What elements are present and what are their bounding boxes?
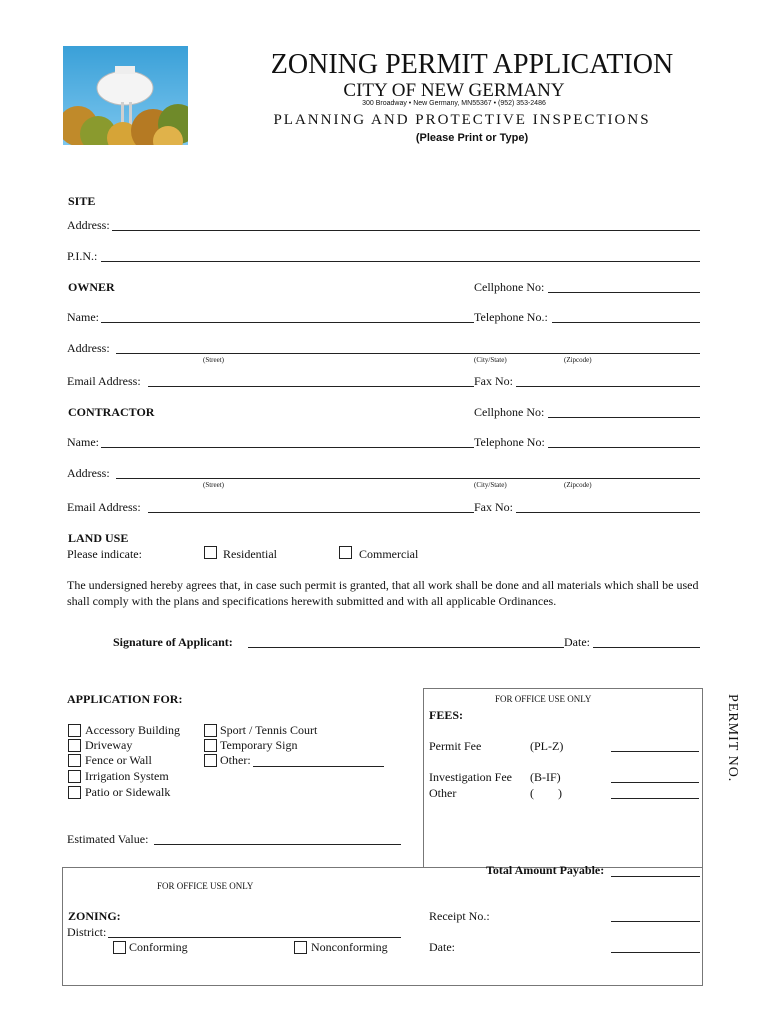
permit-number-label: PERMIT NO. [725, 694, 740, 783]
owner-street-hint: (Street) [203, 356, 224, 364]
conforming-label: Conforming [129, 940, 188, 954]
permit-fee-label: Permit Fee [429, 739, 482, 753]
residential-checkbox[interactable] [204, 546, 217, 559]
commercial-label: Commercial [359, 547, 419, 561]
signature-field[interactable] [248, 647, 564, 648]
owner-telephone-label: Telephone No.: [474, 310, 548, 324]
contractor-email-label: Email Address: [67, 500, 141, 514]
owner-cellphone-label: Cellphone No: [474, 280, 545, 294]
patio-sidewalk-label: Patio or Sidewalk [85, 785, 171, 799]
other-checkbox[interactable] [204, 754, 217, 767]
total-amount-label: Total Amount Payable: [486, 863, 605, 877]
owner-fax-label: Fax No: [474, 374, 513, 388]
investigation-fee-code: (B-IF) [530, 770, 561, 784]
owner-citystate-hint: (City/State) [474, 356, 507, 364]
contractor-email-field[interactable] [148, 512, 474, 513]
city-address: 300 Broadway • New Germany, MN55367 • (952) 353-2486 [362, 100, 546, 107]
print-instruction: (Please Print or Type) [415, 132, 529, 144]
other-label: Other: [220, 753, 251, 767]
form-title: ZONING PERMIT APPLICATION [270, 49, 674, 80]
land-use-heading: LAND USE [68, 531, 129, 545]
owner-email-field[interactable] [148, 386, 474, 387]
contractor-citystate-hint: (City/State) [474, 481, 507, 489]
receipt-label: Receipt No.: [429, 909, 490, 923]
water-tower-photo [63, 46, 188, 145]
site-address-field[interactable] [112, 230, 700, 231]
application-heading: APPLICATION FOR: [67, 692, 183, 706]
owner-name-label: Name: [67, 310, 99, 324]
permit-fee-code: (PL-Z) [530, 739, 564, 753]
contractor-telephone-field[interactable] [548, 447, 700, 448]
irrigation-system-label: Irrigation System [85, 769, 169, 783]
city-name: CITY OF NEW GERMANY [343, 80, 565, 101]
nonconforming-checkbox[interactable] [294, 941, 307, 954]
driveway-label: Driveway [85, 738, 133, 752]
nonconforming-label: Nonconforming [311, 940, 388, 954]
contractor-address-field[interactable] [116, 478, 700, 479]
contractor-telephone-label: Telephone No: [474, 435, 545, 449]
estimated-value-field[interactable] [154, 844, 401, 845]
owner-heading: OWNER [68, 280, 115, 294]
zoning-heading: ZONING: [68, 909, 121, 923]
sport-tennis-label: Sport / Tennis Court [220, 723, 318, 737]
accessory-building-label: Accessory Building [85, 723, 180, 737]
fees-office-use-label: FOR OFFICE USE ONLY [495, 694, 592, 704]
other-field[interactable] [253, 766, 384, 767]
site-address-label: Address: [67, 218, 110, 232]
owner-name-field[interactable] [101, 322, 474, 323]
other-fee-label: Other [429, 786, 457, 800]
owner-address-field[interactable] [116, 353, 700, 354]
signature-date-field[interactable] [593, 647, 700, 648]
patio-sidewalk-checkbox[interactable] [68, 786, 81, 799]
receipt-date-label: Date: [429, 940, 455, 954]
owner-cellphone-field[interactable] [548, 292, 700, 293]
contractor-heading: CONTRACTOR [68, 405, 155, 419]
fence-wall-label: Fence or Wall [85, 753, 152, 767]
permit-fee-field[interactable] [611, 751, 699, 752]
owner-fax-field[interactable] [516, 386, 700, 387]
conforming-checkbox[interactable] [113, 941, 126, 954]
irrigation-system-checkbox[interactable] [68, 770, 81, 783]
estimated-value-label: Estimated Value: [67, 832, 149, 846]
investigation-fee-field[interactable] [611, 782, 699, 783]
owner-telephone-field[interactable] [552, 322, 700, 323]
contractor-cellphone-label: Cellphone No: [474, 405, 545, 419]
commercial-checkbox[interactable] [339, 546, 352, 559]
district-field[interactable] [108, 937, 401, 938]
total-amount-field[interactable] [611, 876, 700, 877]
driveway-checkbox[interactable] [68, 739, 81, 752]
contractor-fax-label: Fax No: [474, 500, 513, 514]
owner-email-label: Email Address: [67, 374, 141, 388]
contractor-cellphone-field[interactable] [548, 417, 700, 418]
agreement-text: The undersigned hereby agrees that, in case such permit is granted, that all work shall be done and all materials which shall be used shall comply with the plans and specifications herewith submitted and with all applicable Ordinances. [67, 578, 699, 608]
owner-zip-hint: (Zipcode) [564, 356, 592, 364]
receipt-date-field[interactable] [611, 952, 700, 953]
signature-date-label: Date: [564, 635, 590, 649]
land-use-indicate-label: Please indicate: [67, 547, 142, 561]
contractor-fax-field[interactable] [516, 512, 700, 513]
contractor-address-label: Address: [67, 466, 110, 480]
owner-address-label: Address: [67, 341, 110, 355]
accessory-building-checkbox[interactable] [68, 724, 81, 737]
contractor-street-hint: (Street) [203, 481, 224, 489]
investigation-fee-label: Investigation Fee [429, 770, 512, 784]
fees-heading: FEES: [429, 708, 464, 722]
zoning-office-use-label: FOR OFFICE USE ONLY [157, 881, 254, 891]
contractor-name-field[interactable] [101, 447, 474, 448]
receipt-field[interactable] [611, 921, 700, 922]
contractor-name-label: Name: [67, 435, 99, 449]
site-heading: SITE [68, 194, 96, 208]
temporary-sign-label: Temporary Sign [220, 738, 298, 752]
pin-label: P.I.N.: [67, 249, 98, 263]
contractor-zip-hint: (Zipcode) [564, 481, 592, 489]
temporary-sign-checkbox[interactable] [204, 739, 217, 752]
signature-label: Signature of Applicant: [113, 635, 233, 649]
pin-field[interactable] [101, 261, 700, 262]
sport-tennis-checkbox[interactable] [204, 724, 217, 737]
other-fee-field[interactable] [611, 798, 699, 799]
other-fee-code: ( ) [530, 786, 562, 800]
application-box-divider [62, 867, 423, 868]
residential-label: Residential [223, 547, 277, 561]
district-label: District: [67, 925, 107, 939]
department-name: PLANNING AND PROTECTIVE INSPECTIONS [273, 112, 651, 128]
fence-wall-checkbox[interactable] [68, 754, 81, 767]
